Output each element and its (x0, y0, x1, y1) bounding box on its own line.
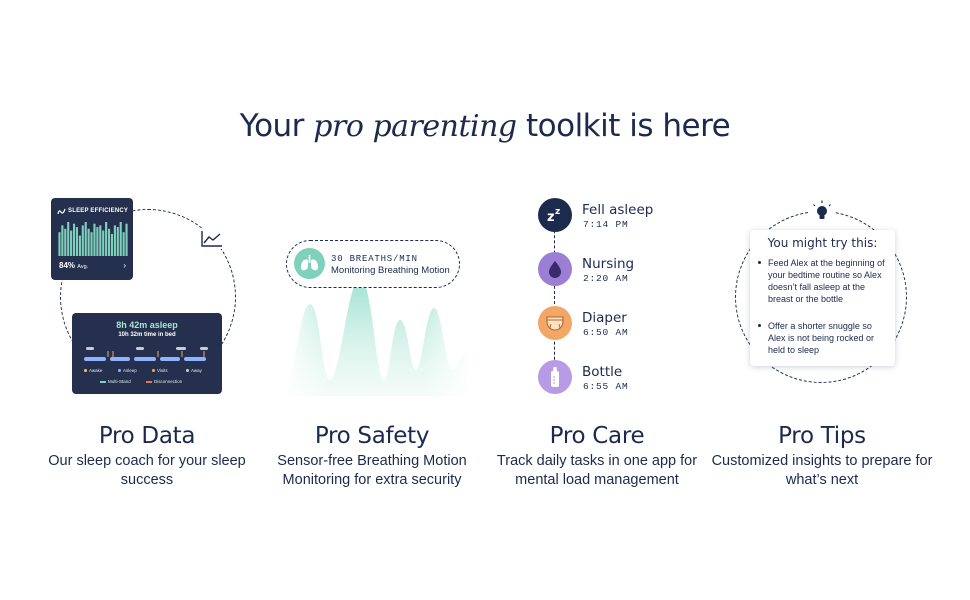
pro-care-description: Track daily tasks in one app for mental load management (496, 453, 698, 488)
trend-chart-icon (200, 229, 224, 249)
tip-text: Feed Alex at the beginning of your bedtime routine so Alex doesn’t fall asleep at the breast or the bottle (768, 258, 885, 304)
breath-rate: 30 BREATHS/MIN (331, 254, 418, 264)
care-event-time: 2:20 AM (583, 273, 629, 284)
efficiency-value: 84% Avg. (59, 261, 89, 270)
efficiency-bar (61, 225, 63, 256)
brand-logo-icon (57, 208, 66, 217)
pro-care-title: Pro Care (549, 423, 645, 449)
efficiency-bar (88, 229, 90, 256)
care-event-time: 6:55 AM (583, 381, 629, 392)
efficiency-bar (93, 224, 95, 256)
headline-end: toolkit is here (516, 108, 731, 144)
pro-data-title: Pro Data (98, 423, 196, 449)
tips-card-title: You might try this: (767, 236, 878, 250)
efficiency-bar (85, 222, 87, 256)
care-event-name: Diaper (582, 310, 627, 326)
lightbulb-icon (810, 199, 834, 223)
sleep-summary-card (72, 313, 222, 394)
zzz-icon (538, 198, 572, 232)
efficiency-bar (120, 222, 122, 256)
tip-bullet (758, 324, 761, 327)
headline-emphasis: pro parenting (313, 109, 517, 144)
efficiency-bar (125, 224, 127, 256)
breathing-status-pill (286, 240, 460, 288)
efficiency-bar (111, 234, 113, 256)
bottle-icon (538, 360, 572, 394)
legend-asleep: Asleep (118, 368, 137, 373)
tip-bullet (758, 261, 761, 264)
efficiency-bar (123, 232, 125, 256)
legend-away: Away (186, 368, 202, 373)
care-event-time: 6:50 AM (583, 327, 629, 338)
diaper-icon (538, 306, 572, 340)
care-event-name: Fell asleep (582, 202, 654, 218)
breathing-wave-graphic (286, 270, 468, 396)
efficiency-bar (102, 231, 104, 257)
chevron-right-icon: › (123, 261, 126, 270)
legend-disconnection: Disconnection (146, 379, 182, 384)
efficiency-bar (114, 225, 116, 256)
care-event-name: Bottle (582, 364, 623, 380)
efficiency-bar (79, 236, 81, 256)
legend-visits: Visits (152, 368, 168, 373)
efficiency-bar (70, 231, 72, 257)
sleep-timeline-graph (80, 343, 214, 369)
legend-awake: Awake (84, 368, 102, 373)
sleep-efficiency-card (51, 198, 133, 280)
efficiency-title: SLEEP EFFICIENCY (68, 208, 129, 214)
care-event-time: 7:14 PM (583, 219, 629, 230)
efficiency-bar (82, 225, 84, 256)
efficiency-bar (99, 225, 101, 256)
care-event-name: Nursing (582, 256, 635, 272)
pro-safety-title: Pro Safety (314, 423, 430, 449)
page-headline (0, 108, 970, 144)
sleep-duration: 8h 42m asleep (116, 320, 178, 330)
svg-text:z: z (555, 207, 561, 217)
legend-multi-stand: Multi-Stand (100, 379, 131, 384)
efficiency-bar (96, 227, 98, 256)
efficiency-bar (64, 229, 66, 256)
efficiency-bar (58, 232, 60, 256)
efficiency-bar (73, 224, 75, 256)
lungs-icon (294, 248, 325, 279)
svg-text:z: z (547, 210, 555, 225)
pro-tips-description: Customized insights to prepare for what’s next (711, 453, 933, 488)
time-in-bed: 10h 32m time in bed (118, 332, 176, 338)
tips-card (750, 230, 895, 366)
efficiency-bar (105, 222, 107, 256)
efficiency-bar (76, 227, 78, 256)
pro-data-description: Our sleep coach for your sleep success (48, 453, 246, 488)
efficiency-bar (108, 229, 110, 256)
efficiency-bar (90, 232, 92, 256)
efficiency-bar (67, 222, 69, 256)
drop-icon (538, 252, 572, 286)
pro-safety-description: Sensor-free Breathing Motion Monitoring for extra security (277, 453, 467, 488)
efficiency-bar-chart (58, 222, 128, 256)
tip-text: Offer a shorter snuggle so Alex is not being rocked or held to sleep (768, 321, 875, 355)
headline-start: Your (239, 108, 314, 144)
care-timeline-line (554, 215, 555, 380)
pro-tips-title: Pro Tips (778, 423, 866, 449)
breath-monitor-label: Monitoring Breathing Motion (331, 265, 450, 276)
efficiency-bar (117, 227, 119, 256)
